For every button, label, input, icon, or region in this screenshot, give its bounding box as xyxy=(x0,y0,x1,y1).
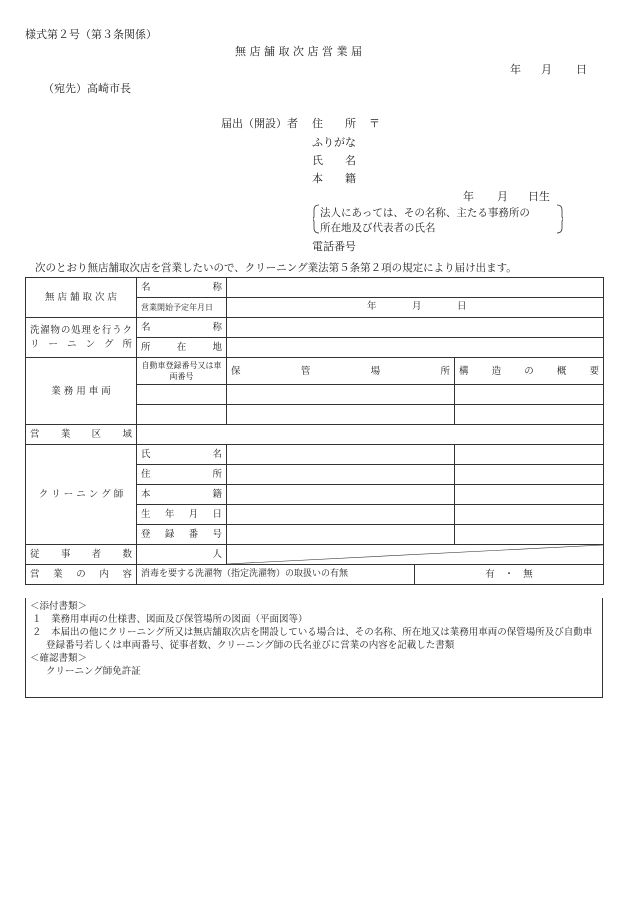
cleaner-reg-label: 登 録 番 号 xyxy=(137,525,227,545)
facility-location-field[interactable] xyxy=(227,338,604,358)
start-month: 月 xyxy=(412,301,422,312)
cleaner-label: ク リ ー ニ ン グ 師 xyxy=(26,445,137,545)
cleaner-honseki-label: 本 籍 xyxy=(137,485,227,505)
date-month: 月 xyxy=(541,63,552,76)
facility-name-field[interactable] xyxy=(227,318,604,338)
furigana-label: ふりがな xyxy=(312,136,356,149)
birth-year: 年 xyxy=(463,190,474,203)
vehicle-reg-field-2[interactable] xyxy=(137,405,227,425)
start-date-field[interactable] xyxy=(227,298,604,318)
storage-place-field-1[interactable] xyxy=(227,385,455,405)
start-day: 日 xyxy=(457,301,467,312)
applicant-honseki-label: 本 籍 xyxy=(312,172,356,185)
business-label: 営 業 の 内 容 xyxy=(26,565,137,585)
confirm-header: ＜確認書類＞ xyxy=(30,653,88,664)
structure-field-2[interactable] xyxy=(455,405,604,425)
applicant-name-label: 氏 名 xyxy=(312,154,356,167)
birth-day: 日生 xyxy=(528,190,550,203)
storage-place-field-2[interactable] xyxy=(227,405,455,425)
corp-note-line2: 所在地及び代表者の氏名 xyxy=(320,222,436,234)
structure-field-1[interactable] xyxy=(455,385,604,405)
yes-no-choice[interactable]: 有 ・ 無 xyxy=(415,565,604,585)
attachment-item-1: １ 業務用車両の仕様書、図面及び保管場所の図面（平面図等） xyxy=(32,614,308,625)
staff-label: 従 事 者 数 xyxy=(26,545,137,565)
corp-note-line1: 法人にあっては、その名称、主たる事務所の xyxy=(320,207,530,219)
facility-location-label: 所 在 地 xyxy=(137,338,227,358)
cleaner-birth-field-1[interactable] xyxy=(227,505,455,525)
cleaner-address-label: 住 所 xyxy=(137,465,227,485)
application-table xyxy=(25,277,604,585)
store-label: 無 店 舗 取 次 店 xyxy=(26,278,137,318)
vehicle-label: 業 務 用 車 両 xyxy=(26,358,137,425)
postal-mark: 〒 xyxy=(369,117,380,130)
page-title: 無 店 舗 取 次 店 営 業 届 xyxy=(235,45,362,58)
cleaner-name-field-2[interactable] xyxy=(455,445,604,465)
storage-place-label: 保 管 場 所 xyxy=(227,358,455,385)
phone-label: 電話番号 xyxy=(312,240,356,253)
form-number: 様式第２号（第３条関係） xyxy=(25,28,157,41)
cleaner-address-field-2[interactable] xyxy=(455,465,604,485)
addressee: （宛先）高崎市長 xyxy=(43,82,131,95)
attachments-header: ＜添付書類＞ xyxy=(30,601,88,612)
store-name-label: 名 称 xyxy=(137,278,227,298)
disinfect-label: 消毒を要する洗濯物（指定洗濯物）の取扱いの有無 xyxy=(137,565,415,585)
facility-label: 洗濯物の処理を行うクリーニング所 xyxy=(26,318,137,358)
applicant-label: 届出（開設）者 xyxy=(221,117,298,130)
diagonal-line xyxy=(227,545,603,564)
cleaner-honseki-field-2[interactable] xyxy=(455,485,604,505)
cleaner-name-field-1[interactable] xyxy=(227,445,455,465)
birth-month: 月 xyxy=(497,190,508,203)
staff-unit: 人 xyxy=(137,545,227,565)
facility-name-label: 名 称 xyxy=(137,318,227,338)
cleaner-reg-field-1[interactable] xyxy=(227,525,455,545)
start-date-label: 営業開始予定年月日 xyxy=(137,298,227,318)
cleaner-name-label: 氏 名 xyxy=(137,445,227,465)
area-label: 営 業 区 域 xyxy=(26,425,137,445)
attachments-box xyxy=(25,598,603,698)
applicant-address-label: 住 所 xyxy=(312,117,356,130)
date-year: 年 xyxy=(510,63,521,76)
staff-diagonal-cell xyxy=(227,545,604,565)
vehicle-reg-label: 自動車登録番号又は車両番号 xyxy=(137,358,227,385)
area-field[interactable] xyxy=(137,425,604,445)
store-name-field[interactable] xyxy=(227,278,604,298)
cleaner-birth-field-2[interactable] xyxy=(455,505,604,525)
cleaner-address-field-1[interactable] xyxy=(227,465,455,485)
cleaner-reg-field-2[interactable] xyxy=(455,525,604,545)
start-year: 年 xyxy=(367,301,377,312)
cleaner-birth-label: 生 年 月 日 xyxy=(137,505,227,525)
date-day: 日 xyxy=(576,63,587,76)
vehicle-reg-field-1[interactable] xyxy=(137,385,227,405)
statement: 次のとおり無店舗取次店を営業したいので、クリーニング業法第５条第２項の規定により届け出ます。 xyxy=(35,262,517,274)
confirm-item: クリーニング師免許証 xyxy=(46,666,141,677)
structure-label: 構 造 の 概 要 xyxy=(455,358,604,385)
cleaner-honseki-field-1[interactable] xyxy=(227,485,455,505)
attachment-item-2: ２ 本届出の他にクリーニング所又は無店舗取次店を開設している場合は、その名称、所在地又は業務用車両の保管場所及び自動車登録番号若しくは車両番号、従事者数、クリーニング師の氏名並びに営業の内容を記載した書類 xyxy=(32,627,593,651)
